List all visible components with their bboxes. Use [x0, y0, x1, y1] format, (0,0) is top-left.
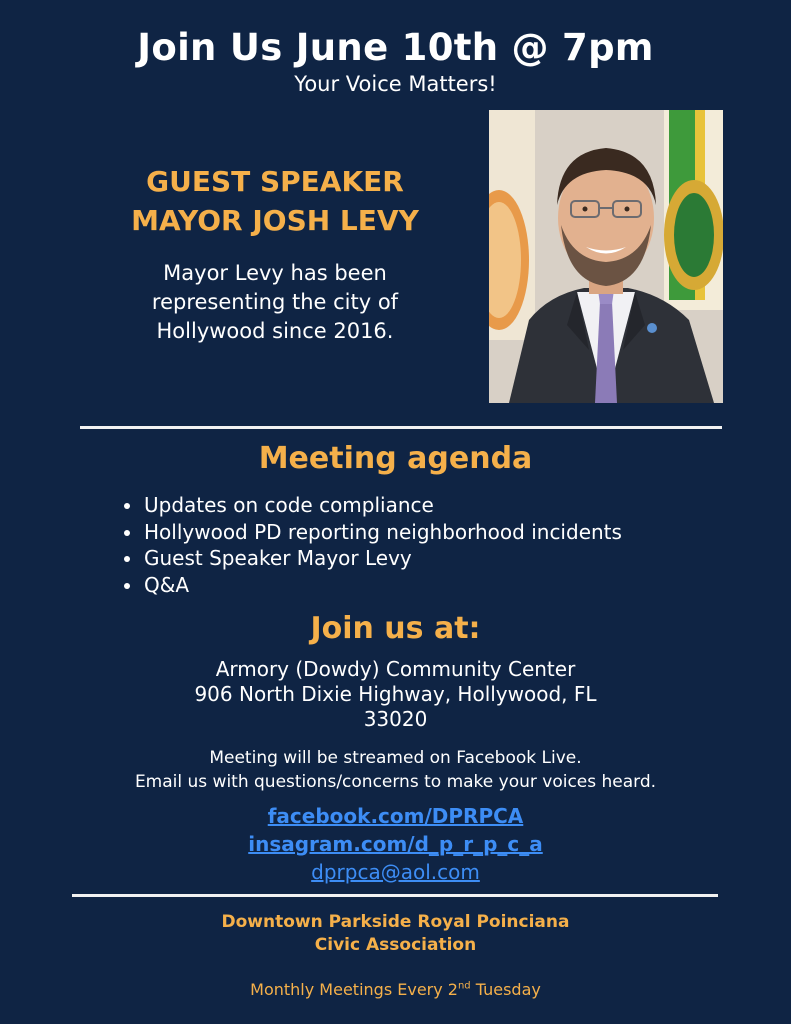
- organization-line: Downtown Parkside Royal Poinciana: [221, 912, 570, 932]
- agenda-item: Q&A: [118, 572, 622, 599]
- portrait-illustration: [489, 110, 723, 403]
- guest-speaker-label: GUEST SPEAKER: [146, 165, 404, 198]
- guest-speaker-heading: [90, 162, 460, 240]
- speaker-bio: [110, 259, 440, 346]
- speaker-bio-line: Hollywood since 2016.: [156, 319, 394, 343]
- instagram-link[interactable]: insagram.com/d_p_r_p_c_a: [248, 832, 543, 856]
- address-line: Armory (Dowdy) Community Center: [215, 657, 576, 681]
- location-address: [0, 657, 791, 732]
- divider: [72, 894, 718, 897]
- agenda-heading: Meeting agenda: [258, 441, 533, 476]
- stream-line: Meeting will be streamed on Facebook Live.: [209, 748, 582, 768]
- agenda-item: Hollywood PD reporting neighborhood incidents: [118, 519, 622, 546]
- location-heading: Join us at:: [310, 611, 481, 646]
- address-line: 33020: [363, 707, 428, 731]
- address-line: 906 North Dixie Highway, Hollywood, FL: [194, 682, 597, 706]
- facebook-link[interactable]: facebook.com/DPRPCA: [267, 804, 524, 828]
- speaker-bio-line: representing the city of: [151, 290, 399, 314]
- agenda-item: Updates on code compliance: [118, 492, 622, 519]
- stream-notice: [0, 746, 791, 794]
- meeting-schedule: [0, 980, 791, 999]
- page-title: Join Us June 10th @ 7pm: [137, 26, 654, 69]
- mayor-portrait-photo: [489, 110, 723, 403]
- organization-line: Civic Association: [314, 935, 477, 955]
- agenda-item: Guest Speaker Mayor Levy: [118, 545, 622, 572]
- guest-speaker-name: MAYOR JOSH LEVY: [131, 204, 419, 237]
- schedule-prefix: Monthly Meetings Every 2: [250, 980, 458, 999]
- agenda-list: [118, 492, 622, 598]
- schedule-ordinal: nd: [457, 980, 471, 992]
- schedule-suffix: Tuesday: [470, 980, 541, 999]
- contact-links: [0, 802, 791, 886]
- speaker-bio-line: Mayor Levy has been: [163, 261, 387, 285]
- organization-name: [0, 911, 791, 957]
- divider: [80, 426, 722, 429]
- stream-line: Email us with questions/concerns to make your voices heard.: [134, 772, 657, 792]
- page-subtitle: Your Voice Matters!: [294, 72, 497, 96]
- email-link[interactable]: dprpca@aol.com: [311, 860, 480, 884]
